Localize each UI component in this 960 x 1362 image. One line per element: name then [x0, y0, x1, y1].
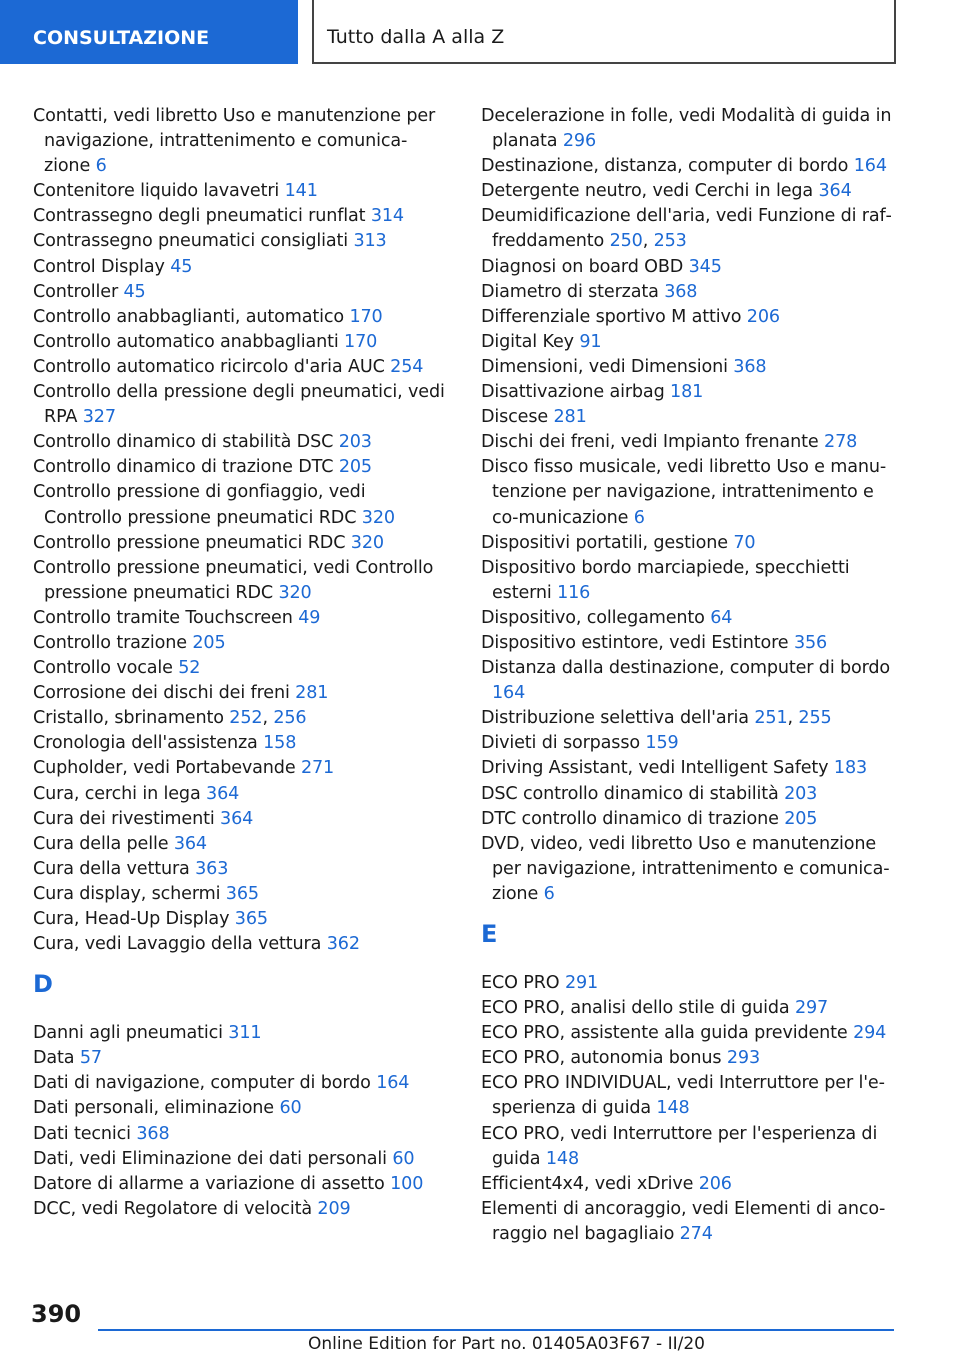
page-reference-link[interactable]: 252 — [229, 708, 263, 729]
page-reference-link[interactable]: 52 — [178, 658, 201, 679]
page-reference-link[interactable]: 206 — [698, 1173, 732, 1194]
index-entry — [33, 556, 445, 606]
index-entry-term: Diagnosi on board OBD — [481, 256, 684, 277]
page-reference-link[interactable]: 253 — [653, 231, 687, 252]
section-tab — [0, 0, 298, 64]
index-entry-term: Disattivazione airbag — [481, 382, 665, 403]
index-entry-term: Elementi di ancoraggio, vedi Elementi di anco‐raggio nel bagagliaio — [481, 1198, 886, 1244]
index-entry-term: Controller — [33, 281, 119, 302]
index-entry — [481, 996, 901, 1021]
page-reference-link[interactable]: 314 — [370, 206, 404, 227]
index-entry — [33, 731, 445, 756]
index-entry — [33, 807, 445, 832]
index-column-left — [33, 104, 445, 1222]
index-entry — [481, 556, 901, 606]
index-entry-term: Dati di navigazione, computer di bordo — [33, 1073, 371, 1094]
index-section-letter: E — [481, 920, 498, 948]
page-reference-link[interactable]: 203 — [784, 783, 818, 804]
page-reference-link[interactable]: 183 — [833, 758, 868, 779]
index-entry — [481, 656, 901, 706]
page-reference-link[interactable]: 49 — [298, 607, 321, 628]
page-reference-link[interactable]: 281 — [553, 407, 587, 428]
index-entry-term: Dispositivo estintore, vedi Estintore — [481, 632, 789, 653]
page-reference-link[interactable]: 60 — [392, 1148, 415, 1169]
index-entry — [481, 1197, 901, 1247]
index-entry — [481, 832, 901, 907]
index-entry-term: Dati tecnici — [33, 1123, 131, 1144]
index-entry — [33, 1096, 445, 1121]
page-reference-link[interactable]: 60 — [279, 1098, 302, 1119]
index-entry — [33, 380, 445, 430]
index-entry — [481, 330, 901, 355]
index-entry — [33, 857, 445, 882]
index-entry — [33, 656, 445, 681]
index-entry-term: Dischi dei freni, vedi Impianto frenante — [481, 432, 819, 453]
page-reference-link[interactable]: 368 — [664, 281, 698, 302]
page-reference-link[interactable]: 365 — [234, 909, 268, 929]
index-entry-term: ECO PRO — [481, 973, 560, 993]
index-entry — [33, 756, 445, 781]
index-entry — [481, 606, 901, 631]
index-entry-term: Controllo pressione pneumatici, vedi Controllo pressione pneumatici RDC — [33, 557, 434, 603]
index-entry-term: Contrassegno pneumatici consigliati — [33, 231, 349, 252]
index-entry-term: DVD, video, vedi libretto Uso e manutenzione per navigazione, intrattenimento e comunica‐zione — [481, 833, 890, 904]
index-entry — [481, 154, 901, 179]
page-reference-link[interactable]: 164 — [853, 156, 887, 177]
index-entry-term: Datore di allarme a variazione di assetto — [33, 1173, 385, 1194]
index-entry-term: Cura, cerchi in lega — [33, 783, 201, 804]
page-number: 390 — [31, 1300, 82, 1328]
index-entry-term: Contrassegno degli pneumatici runflat — [33, 206, 366, 227]
index-entry-term: Cura della vettura — [33, 858, 190, 879]
index-entry — [481, 380, 901, 405]
page-reference-link[interactable]: 368 — [136, 1123, 170, 1144]
index-entry — [33, 832, 445, 857]
page-reference-link[interactable]: 362 — [326, 934, 360, 955]
index-entry — [33, 104, 445, 179]
index-entry-term: Distanza dalla destinazione, computer di bordo — [481, 658, 891, 679]
page-reference-link[interactable]: 45 — [123, 281, 146, 302]
page-reference-link[interactable]: 181 — [670, 382, 704, 403]
page-reference-link[interactable]: 170 — [344, 331, 378, 352]
page-reference-link[interactable]: 278 — [824, 432, 858, 453]
index-entry-term: Controllo automatico anabbaglianti — [33, 331, 339, 352]
index-entry — [481, 179, 901, 204]
index-entry-term: Digital Key — [481, 331, 574, 352]
index-entry: Distribuzione selettiva dell'aria 251, 255 — [481, 708, 832, 729]
index-entry — [33, 430, 445, 455]
page-reference-link[interactable]: 327 — [82, 407, 116, 428]
page-reference-link[interactable]: 6 — [95, 156, 107, 177]
index-entry — [33, 255, 445, 280]
index-entry-term: Decelerazione in folle, vedi Modalità di guida in planata — [481, 106, 892, 152]
index-entry-term: DCC, vedi Regolatore di velocità — [33, 1198, 312, 1219]
page-reference-link[interactable]: 281 — [295, 683, 329, 704]
page-reference-link[interactable]: 170 — [349, 306, 383, 327]
page-reference-link[interactable]: 70 — [733, 532, 756, 553]
index-entry-term: DSC controllo dinamico di stabilità — [481, 783, 779, 804]
index-entry-term: Corrosione dei dischi dei freni — [33, 683, 290, 704]
page-reference-link[interactable]: 365 — [225, 883, 259, 904]
index-entry — [33, 681, 445, 706]
index-entry — [33, 280, 445, 305]
page-reference-link[interactable]: 293 — [726, 1048, 761, 1069]
index-entry — [481, 405, 901, 430]
page-reference-link[interactable]: 294 — [853, 1023, 887, 1044]
index-entry-term: Dati personali, eliminazione — [33, 1098, 274, 1119]
page-reference-link[interactable]: 297 — [794, 998, 829, 1019]
page-reference-link[interactable]: 205 — [338, 457, 372, 478]
page-reference-link[interactable]: 271 — [300, 758, 335, 779]
index-entry-term: Controllo pressione di gonfiaggio, vedi Controllo pressione pneumatici RDC — [33, 482, 366, 528]
index-entry — [33, 1172, 445, 1197]
page-reference-link[interactable]: 256 — [273, 708, 307, 729]
index-entry-term: Cristallo, sbrinamento — [33, 708, 224, 729]
index-entry-term: Cura, Head-Up Display — [33, 909, 230, 929]
index-entry — [481, 1071, 901, 1121]
index-entry — [33, 1197, 445, 1222]
index-entry-term: Controllo pressione pneumatici RDC — [33, 532, 346, 553]
index-entry-term: Control Display — [33, 256, 165, 277]
index-entry-term: Danni agli pneumatici — [33, 1023, 223, 1044]
index-entry-term: Cura display, schermi — [33, 883, 221, 904]
page-reference-link[interactable]: 164 — [376, 1073, 410, 1094]
index-entry-term: ECO PRO, analisi dello stile di guida — [481, 998, 790, 1019]
page-reference-link[interactable]: 100 — [390, 1173, 424, 1194]
index-entry — [481, 807, 901, 832]
index-entry — [481, 430, 901, 455]
index-entry — [481, 455, 901, 530]
page-reference-link[interactable]: 320 — [361, 507, 395, 528]
index-entry-term: ECO PRO INDIVIDUAL, vedi Interruttore per l'e‐sperienza di guida — [481, 1073, 885, 1119]
index-entry-term: Dispositivi portatili, gestione — [481, 532, 728, 553]
page-reference-link[interactable]: 45 — [170, 256, 193, 277]
index-entry: Deumidificazione dell'aria, vedi Funzione di raf‐freddamento 250, 253 — [481, 206, 892, 252]
subsection-tab-label: Tutto dalla A alla Z — [327, 26, 505, 48]
index-entry — [481, 756, 901, 781]
index-entry-term: Deumidificazione dell'aria, vedi Funzione di raf‐freddamento — [481, 206, 892, 252]
index-entry — [33, 305, 445, 330]
index-entry-term: Controllo tramite Touchscreen — [33, 607, 293, 628]
index-entry-term: Contenitore liquido lavavetri — [33, 181, 280, 202]
page-reference-link[interactable]: 57 — [79, 1048, 102, 1069]
page-reference-link[interactable]: 164 — [492, 683, 526, 704]
index-entry — [481, 280, 901, 305]
page-reference-link[interactable]: 148 — [656, 1098, 690, 1119]
index-entry — [481, 1021, 901, 1046]
page-reference-link[interactable]: 364 — [818, 181, 852, 202]
index-entry-term: Data — [33, 1048, 75, 1069]
index-entry-term: Controllo anabbaglianti, automatico — [33, 306, 345, 327]
index-entry-term: Destinazione, distanza, computer di bordo — [481, 156, 849, 177]
page-reference-link[interactable]: 116 — [557, 582, 591, 603]
index-entry — [481, 1172, 901, 1197]
index-entry — [33, 330, 445, 355]
index-entry-term: Discese — [481, 407, 549, 428]
page-reference-link[interactable]: 209 — [317, 1198, 351, 1219]
index-entry-term: Controllo dinamico di trazione DTC — [33, 457, 334, 478]
index-entry — [33, 782, 445, 807]
page-reference-link[interactable]: 141 — [284, 181, 318, 202]
page-reference-link[interactable]: 158 — [263, 733, 297, 754]
footer-edition-text: Online Edition for Part no. 01405A03F67 - II/20 — [308, 1334, 705, 1354]
page-reference-link[interactable]: 91 — [579, 331, 602, 352]
index-entry-term: ECO PRO, assistente alla guida previdente — [481, 1023, 848, 1044]
page-reference-link[interactable]: 274 — [679, 1223, 713, 1244]
page-reference-link[interactable]: 64 — [710, 607, 733, 628]
index-entry-term: Distribuzione selettiva dell'aria — [481, 708, 749, 729]
page-reference-link[interactable]: 6 — [633, 507, 645, 528]
index-section-letter: D — [33, 970, 53, 999]
page-reference-link[interactable]: 148 — [545, 1148, 579, 1169]
index-entry — [33, 907, 445, 932]
subsection-tab — [312, 0, 896, 64]
index-entry — [33, 1021, 445, 1046]
index-entry-term: Controllo della pressione degli pneumatici, vedi RPA — [33, 382, 445, 428]
index-entry — [33, 480, 445, 530]
index-entry — [33, 932, 445, 957]
index-entry — [33, 882, 445, 907]
index-entry-term: Contatti, vedi libretto Uso e manutenzione per navigazione, intrattenimento e comunica‐zione — [33, 106, 436, 177]
index-entry-term: Controllo trazione — [33, 632, 187, 653]
page-reference-link[interactable]: 320 — [350, 532, 384, 553]
index-entry-term: Detergente neutro, vedi Cerchi in lega — [481, 181, 814, 202]
section-tab-label: CONSULTAZIONE — [33, 27, 210, 49]
index-entry-term: Divieti di sorpasso — [481, 733, 640, 754]
index-entry — [33, 179, 445, 204]
index-entry — [481, 305, 901, 330]
index-entry-term: Differenziale sportivo M attivo — [481, 306, 742, 327]
page-reference-link[interactable]: 368 — [733, 356, 767, 377]
page-reference-link[interactable]: 250 — [609, 231, 643, 252]
page-reference-link[interactable]: 311 — [228, 1023, 262, 1044]
page-reference-link[interactable]: 206 — [746, 306, 780, 327]
index-entry — [481, 104, 901, 154]
index-entry — [481, 631, 901, 656]
page-reference-link[interactable]: 356 — [793, 632, 828, 653]
index-entry — [481, 731, 901, 756]
page-reference-link[interactable]: 255 — [798, 708, 832, 729]
index-entry-term: Controllo vocale — [33, 658, 173, 679]
index-entry — [33, 631, 445, 656]
page-reference-link[interactable]: 6 — [543, 883, 555, 904]
page-reference-link[interactable]: 320 — [278, 582, 312, 603]
index-entry-term: Controllo dinamico di stabilità DSC — [33, 432, 334, 453]
index-entry — [481, 971, 901, 996]
index-entry — [481, 782, 901, 807]
index-entry-term: Cura della pelle — [33, 833, 169, 854]
index-entry: Cristallo, sbrinamento 252, 256 — [33, 708, 307, 729]
page-reference-link[interactable]: 313 — [353, 231, 387, 252]
index-entry — [481, 255, 901, 280]
page-reference-link[interactable]: 254 — [390, 356, 424, 377]
index-entry — [33, 1147, 445, 1172]
index-entry-term: Efficient4x4, vedi xDrive — [481, 1173, 694, 1194]
index-entry — [33, 531, 445, 556]
page-reference-link[interactable]: 363 — [195, 858, 229, 879]
index-entry — [33, 455, 445, 480]
index-entry-term: Dati, vedi Eliminazione dei dati personali — [33, 1148, 387, 1169]
footer-divider — [98, 1329, 894, 1331]
index-entry-term: Dimensioni, vedi Dimensioni — [481, 356, 728, 377]
index-entry — [481, 1046, 901, 1071]
index-entry — [33, 1071, 445, 1096]
index-entry-term: Cura dei rivestimenti — [33, 808, 215, 829]
index-entry-term: DTC controllo dinamico di trazione — [481, 808, 779, 829]
page-reference-link[interactable]: 345 — [688, 256, 722, 277]
index-entry-term: ECO PRO, vedi Interruttore per l'esperienza di guida — [481, 1123, 878, 1169]
index-entry — [33, 606, 445, 631]
page-reference-link[interactable]: 364 — [220, 808, 254, 829]
page-reference-link[interactable]: 205 — [784, 808, 818, 829]
index-column-right — [481, 104, 901, 1247]
index-entry — [481, 531, 901, 556]
index-entry-term: ECO PRO, autonomia bonus — [481, 1048, 722, 1069]
page-reference-link[interactable]: 159 — [645, 733, 679, 754]
index-entry — [33, 229, 445, 254]
index-entry-term: Dispositivo bordo marciapiede, specchietti esterni — [481, 557, 850, 603]
page-reference-link[interactable]: 251 — [754, 708, 788, 729]
index-entry — [33, 1122, 445, 1147]
index-entry-term: Diametro di sterzata — [481, 281, 659, 302]
page-reference-link[interactable]: 364 — [173, 833, 207, 854]
index-entry — [33, 355, 445, 380]
index-entry — [481, 355, 901, 380]
index-entry-term: Cura, vedi Lavaggio della vettura — [33, 934, 322, 955]
index-entry-term: Cupholder, vedi Portabevande — [33, 758, 296, 779]
page-reference-link[interactable]: 364 — [206, 783, 240, 804]
index-entry-term: Cronologia dell'assistenza — [33, 733, 258, 754]
index-entry — [481, 1122, 901, 1172]
index-entry-term: Driving Assistant, vedi Intelligent Safety — [481, 758, 829, 779]
page-reference-link[interactable]: 203 — [338, 432, 372, 453]
index-entry-term: Disco fisso musicale, vedi libretto Uso e manu‐tenzione per navigazione, intrattenimento e co‐municazione — [481, 457, 887, 528]
page-reference-link[interactable]: 291 — [564, 973, 599, 993]
page-reference-link[interactable]: 205 — [192, 632, 226, 653]
index-entry — [33, 204, 445, 229]
index-entry-term: Controllo automatico ricircolo d'aria AUC — [33, 356, 385, 377]
index-entry — [33, 1046, 445, 1071]
page-reference-link[interactable]: 296 — [562, 131, 596, 152]
index-entry-term: Dispositivo, collegamento — [481, 607, 705, 628]
